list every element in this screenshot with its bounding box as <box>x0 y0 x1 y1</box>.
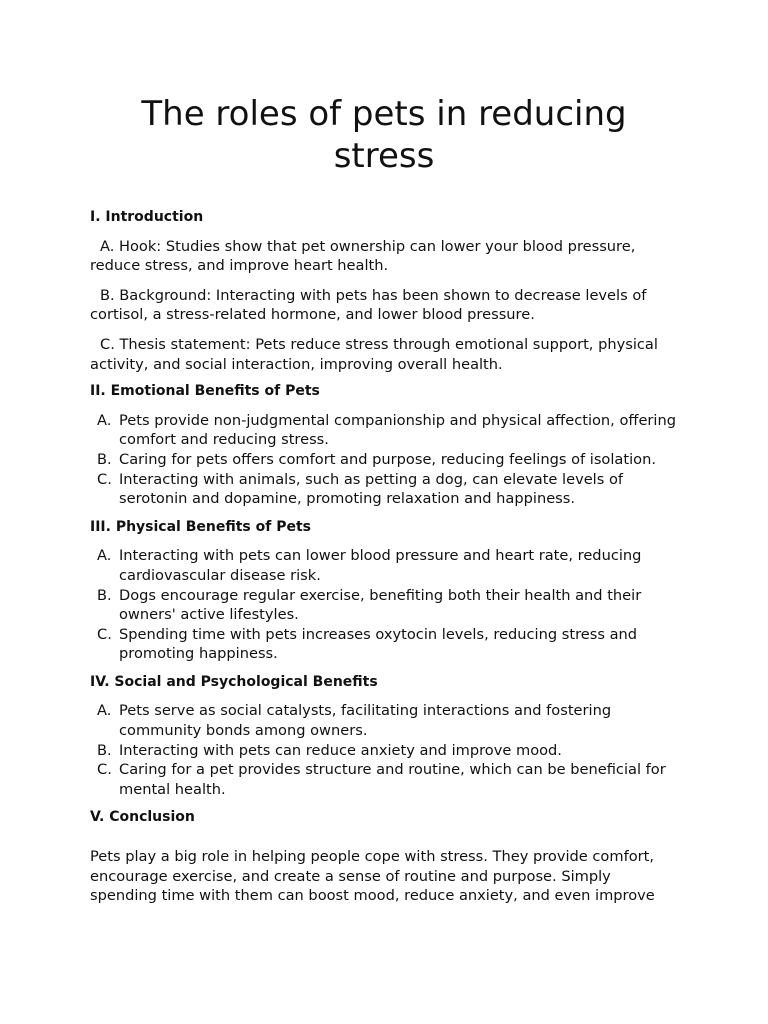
emotional-list <box>90 411 682 509</box>
document-body <box>90 208 682 916</box>
list-marker: B. <box>97 741 112 759</box>
list-marker: B. <box>97 586 112 604</box>
intro-hook-text: A. Hook: Studies show that pet ownership can lower your blood pressure, reduce stress, and improve heart health. <box>90 237 636 275</box>
list-item <box>90 586 682 625</box>
intro-background <box>90 286 682 325</box>
list-item <box>90 450 682 470</box>
list-item <box>90 701 682 740</box>
list-marker: A. <box>97 547 112 565</box>
list-item <box>90 741 682 761</box>
intro-background-text: B. Background: Interacting with pets has been shown to decrease levels of cortisol, a stress-related hormone, and lower blood pressure. <box>90 286 647 324</box>
list-item-text: Dogs encourage regular exercise, benefiting both their health and their owners' active lifestyles. <box>119 586 642 624</box>
list-marker: C. <box>97 761 112 779</box>
list-item <box>90 470 682 509</box>
list-item-text: Interacting with pets can lower blood pressure and heart rate, reducing cardiovascular disease risk. <box>119 547 642 584</box>
list-item <box>90 411 682 450</box>
section-heading-introduction: I. Introduction <box>90 209 204 225</box>
list-marker: C. <box>97 470 112 488</box>
physical-list <box>90 546 682 664</box>
list-item-text: Pets provide non-judgmental companionship and physical affection, offering comfort and reducing stress. <box>119 411 676 449</box>
list-marker: B. <box>97 450 112 468</box>
list-marker: C. <box>97 625 112 643</box>
section-heading-social: IV. Social and Psychological Benefits <box>90 673 378 690</box>
list-marker: A. <box>97 411 112 429</box>
section-heading-conclusion: V. Conclusion <box>90 809 195 826</box>
list-item-text: Spending time with pets increases oxytocin levels, reducing stress and promoting happiness. <box>119 625 638 663</box>
intro-thesis <box>90 335 682 374</box>
list-marker: A. <box>97 702 112 720</box>
page-title: The roles of pets in reducing stress <box>141 94 627 176</box>
list-item-text: Caring for a pet provides structure and routine, which can be beneficial for mental health. <box>119 761 666 798</box>
social-list <box>90 701 682 799</box>
intro-hook <box>90 237 682 276</box>
intro-thesis-text: C. Thesis statement: Pets reduce stress through emotional support, physical activity, and social interaction, improving overall health. <box>90 335 658 373</box>
section-heading-emotional: II. Emotional Benefits of Pets <box>90 383 320 400</box>
list-item <box>90 546 682 585</box>
list-item-text: Caring for pets offers comfort and purpose, reducing feelings of isolation. <box>119 450 656 468</box>
list-item <box>90 625 682 664</box>
section-heading-physical: III. Physical Benefits of Pets <box>90 518 311 535</box>
list-item-text: Interacting with pets can reduce anxiety and improve mood. <box>119 741 562 759</box>
list-item <box>90 760 682 799</box>
list-item-text: Pets serve as social catalysts, facilitating interactions and fostering community bonds among owners. <box>119 702 612 740</box>
list-item-text: Interacting with animals, such as petting a dog, can elevate levels of serotonin and dopamine, promoting relaxation and happiness. <box>119 470 624 508</box>
conclusion-paragraph: Pets play a big role in helping people cope with stress. They provide comfort, encourage exercise, and create a sense of routine and purpose. Simply spending time with them can boost mood, reduce anxiety, and even improve <box>90 848 655 905</box>
